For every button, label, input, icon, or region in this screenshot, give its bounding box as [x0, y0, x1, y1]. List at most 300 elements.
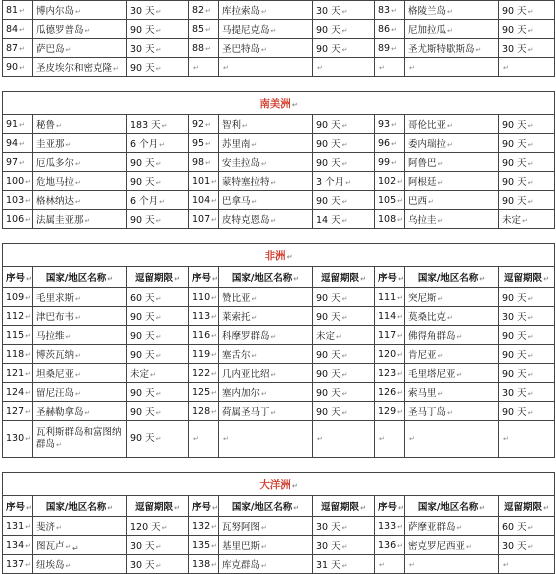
cell-end-mark: ↵ [19, 158, 25, 167]
cell-end-mark: ↵ [447, 409, 453, 417]
cell-stay [499, 421, 555, 458]
cell-end-mark: ↵ [159, 141, 165, 149]
cell-stay [127, 517, 189, 536]
cell-end-mark: ↵ [397, 293, 404, 302]
cell-no [3, 191, 33, 210]
cell-stay [127, 267, 189, 288]
cell-text: 瓦利斯群岛和富图纳群岛 [36, 427, 122, 450]
cell-end-mark: ↵ [409, 63, 415, 72]
cell-end-mark: ↵ [223, 435, 229, 443]
cell-text: 90 天 [130, 158, 155, 169]
cell-text: 格陵兰岛 [408, 6, 447, 17]
cell-name [33, 555, 127, 574]
table-row [3, 517, 555, 536]
cell-end-mark: ↵ [251, 314, 258, 322]
cell-text: 塞舌尔 [222, 350, 251, 361]
cell-no [375, 326, 405, 345]
cell-text: 国家/地区名称 [231, 273, 293, 284]
cell-end-mark: ↵ [25, 293, 32, 302]
cell-text: 87 [6, 42, 19, 54]
cell-end-mark: ↵ [391, 6, 397, 15]
cell-name [33, 39, 127, 58]
cell-no [375, 134, 405, 153]
cell-text: 90 天 [502, 331, 527, 342]
cell-end-mark: ↵ [270, 409, 277, 417]
cell-stay [499, 210, 555, 229]
cell-name [33, 115, 127, 134]
cell-stay [127, 210, 189, 229]
spacer-cell [3, 458, 555, 473]
cell-name [33, 1, 127, 20]
cell-no [375, 402, 405, 421]
cell-name [33, 20, 127, 39]
cell-name [219, 39, 313, 58]
cell-name [405, 326, 499, 345]
cell-text: 逗留期限 [135, 273, 174, 284]
cell-name [219, 496, 313, 517]
cell-stay [313, 536, 375, 555]
cell-end-mark: ↵ [211, 522, 218, 531]
cell-end-mark: ↵ [293, 504, 300, 512]
table-row [3, 345, 555, 364]
table-row [3, 402, 555, 421]
cell-text: 30 天 [502, 541, 527, 552]
cell-no [189, 517, 219, 536]
cell-end-mark: ↵ [155, 27, 162, 35]
cell-text: 肯尼亚 [408, 350, 437, 361]
cell-text: 30 天 [316, 522, 341, 533]
cell-text: 30 天 [502, 312, 527, 323]
cell-stay [499, 288, 555, 307]
cell-text: 库克群岛 [222, 560, 261, 571]
cell-name [219, 326, 313, 345]
cell-stay [313, 172, 375, 191]
cell-name [219, 1, 313, 20]
cell-text: 90 天 [502, 196, 527, 207]
cell-stay [313, 267, 375, 288]
cell-text: 81 [6, 4, 19, 16]
cell-text: 6 个月 [130, 139, 159, 150]
cell-end-mark: ↵ [25, 435, 32, 443]
cell-text: 圣赫勒拿岛 [36, 407, 84, 418]
cell-no [189, 345, 219, 364]
cell-end-mark: ↵ [437, 295, 444, 303]
cell-no [375, 536, 405, 555]
cell-end-mark: ↵ [341, 562, 348, 570]
cell-text: 90 天 [502, 350, 527, 361]
cell-end-mark: ↵ [503, 435, 509, 443]
cell-no [375, 39, 405, 58]
table-row [3, 1, 555, 20]
cell-text: 逗留期限 [504, 502, 543, 513]
cell-end-mark: ↵ [527, 198, 534, 206]
cell-end-mark: ↵ [291, 100, 298, 109]
cell-text: 30 天 [316, 6, 341, 17]
cell-text: 90 天 [130, 388, 155, 399]
cell-end-mark: ↵ [397, 312, 404, 321]
cell-text: 密克罗尼西亚 [408, 541, 466, 552]
cell-name [405, 172, 499, 191]
cell-name [33, 326, 127, 345]
footnote-mark: ↵ [72, 544, 79, 553]
cell-end-mark: ↵ [270, 27, 277, 35]
cell-text: 114 [378, 310, 397, 322]
cell-text: 图瓦卢 [36, 541, 65, 552]
cell-text: 90 天 [130, 312, 155, 323]
cell-text: 135 [192, 539, 211, 551]
cell-stay [313, 421, 375, 458]
cell-text: 突尼斯 [408, 293, 437, 304]
cell-stay [127, 20, 189, 39]
table-row [3, 421, 555, 458]
cell-name [219, 115, 313, 134]
cell-text: 序号 [378, 273, 398, 284]
cell-stay [313, 288, 375, 307]
cell-end-mark: ↵ [65, 46, 72, 54]
cell-text: 坦桑尼亚 [36, 369, 75, 380]
cell-end-mark: ↵ [527, 160, 534, 168]
cell-name [33, 345, 127, 364]
cell-text: 3 个月 [316, 177, 345, 188]
cell-no [3, 288, 33, 307]
cell-no [189, 496, 219, 517]
cell-end-mark: ↵ [261, 562, 267, 570]
cell-text: 92 [192, 118, 205, 130]
cell-end-mark: ↵ [75, 371, 81, 379]
cell-no [3, 496, 33, 517]
cell-text: 90 天 [502, 6, 527, 17]
cell-text: 90 天 [502, 293, 527, 304]
cell-end-mark: ↵ [84, 409, 91, 417]
cell-end-mark: ↵ [317, 435, 323, 443]
cell-end-mark: ↵ [341, 141, 348, 149]
cell-text: 14 天 [316, 215, 341, 226]
cell-end-mark: ↵ [479, 275, 486, 283]
cell-end-mark: ↵ [503, 63, 509, 72]
cell-name [33, 496, 127, 517]
cell-text: 98 [192, 156, 205, 168]
table-row [3, 288, 555, 307]
cell-end-mark: ↵ [527, 295, 534, 303]
cell-no [375, 153, 405, 172]
cell-end-mark: ↵ [397, 541, 404, 550]
cell-end-mark: ↵ [397, 388, 404, 397]
cell-name [219, 134, 313, 153]
cell-name [219, 267, 313, 288]
cell-text: 瓦努阿图 [222, 522, 261, 533]
section-south-america [3, 92, 555, 115]
cell-name [33, 307, 127, 326]
cell-text: 萨摩亚群岛 [408, 522, 456, 533]
cell-text: 124 [6, 386, 25, 398]
cell-text: 126 [378, 386, 397, 398]
cell-no [375, 210, 405, 229]
cell-end-mark: ↵ [25, 522, 32, 531]
cell-text: 科摩罗群岛 [222, 331, 270, 342]
cell-end-mark: ↵ [25, 312, 32, 321]
cell-text: 圣尤斯特歇斯岛 [408, 44, 475, 55]
cell-stay [313, 345, 375, 364]
cell-stay [499, 115, 555, 134]
cell-end-mark: ↵ [211, 312, 218, 321]
cell-text: 90 天 [130, 177, 155, 188]
cell-end-mark: ↵ [437, 160, 444, 168]
cell-end-mark: ↵ [75, 295, 81, 303]
cell-text: 圣马丁岛 [408, 407, 447, 418]
visa-free-table [2, 0, 555, 574]
cell-text: 莫桑比克 [408, 312, 447, 323]
cell-end-mark: ↵ [341, 409, 348, 417]
cell-name [405, 153, 499, 172]
cell-end-mark: ↵ [503, 560, 509, 569]
cell-no [3, 1, 33, 20]
cell-text: 阿鲁巴 [408, 158, 437, 169]
cell-end-mark: ↵ [155, 390, 162, 398]
cell-stay [313, 115, 375, 134]
cell-end-mark: ↵ [527, 8, 534, 16]
cell-stay [313, 210, 375, 229]
cell-end-mark: ↵ [261, 46, 267, 54]
cell-name [405, 421, 499, 458]
cell-no [189, 134, 219, 153]
cell-stay [313, 58, 375, 77]
cell-text: 90 天 [130, 215, 155, 226]
cell-end-mark: ↵ [522, 217, 528, 225]
cell-end-mark: ↵ [75, 198, 81, 206]
table-row [3, 536, 555, 555]
cell-text: 30 天 [130, 560, 155, 571]
cell-text: 112 [6, 310, 25, 322]
cell-end-mark: ↵ [19, 25, 25, 34]
cell-end-mark: ↵ [174, 504, 180, 512]
cell-end-mark: ↵ [211, 388, 218, 397]
cell-end-mark: ↵ [466, 543, 472, 551]
cell-end-mark: ↵ [174, 275, 180, 283]
cell-end-mark: ↵ [25, 541, 32, 550]
cell-name [405, 364, 499, 383]
cell-stay [499, 364, 555, 383]
cell-end-mark: ↵ [379, 435, 385, 443]
cell-end-mark: ↵ [379, 560, 385, 569]
cell-end-mark: ↵ [391, 139, 397, 148]
cell-end-mark: ↵ [336, 333, 342, 341]
cell-stay [499, 307, 555, 326]
cell-stay [127, 191, 189, 210]
cell-text: 90 天 [502, 407, 527, 418]
cell-no [189, 115, 219, 134]
cell-end-mark: ↵ [261, 543, 267, 551]
cell-end-mark: ↵ [527, 333, 534, 341]
cell-text: 90 天 [316, 158, 341, 169]
cell-text: 90 天 [130, 63, 155, 74]
cell-stay [313, 20, 375, 39]
cell-text: 毛里塔尼亚 [408, 369, 456, 380]
cell-text: 序号 [378, 502, 398, 513]
table-row [3, 383, 555, 402]
cell-no [3, 134, 33, 153]
cell-no [3, 267, 33, 288]
section-title [3, 473, 555, 496]
table-row [3, 20, 555, 39]
section-spacer [3, 458, 555, 473]
cell-text: 90 天 [502, 25, 527, 36]
cell-end-mark: ↵ [161, 524, 168, 532]
cell-end-mark: ↵ [75, 352, 81, 360]
cell-end-mark: ↵ [211, 369, 218, 378]
cell-stay [499, 267, 555, 288]
cell-end-mark: ↵ [291, 481, 298, 490]
cell-name [219, 58, 313, 77]
cell-end-mark: ↵ [447, 8, 453, 16]
cell-end-mark: ↵ [26, 275, 32, 283]
cell-stay [127, 555, 189, 574]
cell-end-mark: ↵ [211, 215, 218, 224]
cell-end-mark: ↵ [409, 435, 415, 443]
cell-stay [313, 307, 375, 326]
cell-no [375, 345, 405, 364]
cell-no [375, 307, 405, 326]
cell-text: 119 [192, 348, 211, 360]
cell-text: 90 天 [316, 120, 341, 131]
cell-end-mark: ↵ [155, 333, 162, 341]
table-row [3, 134, 555, 153]
cell-text: 90 天 [130, 331, 155, 342]
cell-name [219, 383, 313, 402]
cell-end-mark: ↵ [223, 63, 229, 72]
cell-text: 116 [192, 329, 211, 341]
cell-no [375, 191, 405, 210]
cell-end-mark: ↵ [543, 504, 549, 512]
cell-end-mark: ↵ [205, 25, 211, 34]
section-title-text: 南美洲 [259, 97, 291, 110]
cell-no [189, 288, 219, 307]
cell-end-mark: ↵ [397, 177, 404, 186]
cell-end-mark: ↵ [527, 314, 534, 322]
cell-text: 法属圭亚那 [36, 215, 84, 226]
cell-end-mark: ↵ [270, 371, 277, 379]
cell-end-mark: ↵ [341, 46, 348, 54]
cell-name [219, 172, 313, 191]
cell-text: 88 [192, 42, 205, 54]
cell-text: 智利 [222, 120, 242, 131]
cell-text: 90 天 [130, 350, 155, 361]
cell-end-mark: ↵ [56, 441, 62, 449]
cell-stay [499, 555, 555, 574]
cell-end-mark: ↵ [25, 215, 32, 224]
cell-name [33, 421, 127, 458]
section-africa [3, 244, 555, 267]
cell-end-mark: ↵ [261, 390, 267, 398]
cell-stay [313, 1, 375, 20]
cell-no [375, 267, 405, 288]
section-title [3, 92, 555, 115]
cell-name [405, 536, 499, 555]
cell-end-mark: ↵ [317, 63, 323, 72]
cell-stay [499, 383, 555, 402]
cell-text: 逗留期限 [135, 502, 174, 513]
cell-end-mark: ↵ [211, 331, 218, 340]
cell-text: 国家/地区名称 [45, 273, 107, 284]
cell-no [189, 1, 219, 20]
cell-name [33, 191, 127, 210]
cell-end-mark: ↵ [205, 120, 211, 129]
cell-text: 137 [6, 558, 25, 570]
cell-text: 蒙特塞拉特 [222, 177, 270, 188]
cell-end-mark: ↵ [527, 371, 534, 379]
cell-text: 6 个月 [130, 196, 159, 207]
cell-text: 序号 [192, 273, 212, 284]
cell-no [189, 153, 219, 172]
cell-end-mark: ↵ [205, 44, 211, 53]
cell-end-mark: ↵ [397, 331, 404, 340]
cell-text: 84 [6, 23, 19, 35]
cell-text: 104 [192, 194, 211, 206]
cell-end-mark: ↵ [107, 504, 114, 512]
cell-text: 30 天 [316, 541, 341, 552]
cell-text: 108 [378, 213, 397, 225]
cell-end-mark: ↵ [205, 158, 211, 167]
cell-end-mark: ↵ [286, 252, 293, 261]
cell-end-mark: ↵ [211, 177, 218, 186]
cell-no [3, 555, 33, 574]
cell-end-mark: ↵ [397, 369, 404, 378]
cell-end-mark: ↵ [155, 409, 162, 417]
cell-end-mark: ↵ [527, 141, 534, 149]
cell-end-mark: ↵ [75, 390, 81, 398]
cell-end-mark: ↵ [25, 196, 32, 205]
cell-text: 110 [192, 291, 211, 303]
cell-stay [499, 172, 555, 191]
cell-name [405, 191, 499, 210]
cell-text: 113 [192, 310, 211, 322]
cell-text: 马拉维 [36, 331, 65, 342]
cell-end-mark: ↵ [193, 435, 199, 443]
table-row [3, 39, 555, 58]
cell-stay [499, 496, 555, 517]
cell-end-mark: ↵ [211, 350, 218, 359]
cell-no [3, 364, 33, 383]
cell-no [3, 153, 33, 172]
cell-end-mark: ↵ [527, 122, 534, 130]
cell-no [375, 383, 405, 402]
cell-no [189, 210, 219, 229]
cell-name [219, 191, 313, 210]
cell-name [405, 210, 499, 229]
cell-end-mark: ↵ [56, 524, 62, 532]
cell-text: 83 [378, 4, 391, 16]
cell-text: 马提尼克岛 [222, 25, 270, 36]
cell-end-mark: ↵ [155, 314, 162, 322]
cell-no [3, 421, 33, 458]
cell-end-mark: ↵ [251, 295, 258, 303]
cell-text: 93 [378, 118, 391, 130]
cell-end-mark: ↵ [456, 524, 463, 532]
cell-text: 123 [378, 367, 397, 379]
cell-stay [127, 307, 189, 326]
cell-end-mark: ↵ [379, 63, 385, 72]
cell-name [405, 496, 499, 517]
cell-name [219, 153, 313, 172]
cell-end-mark: ↵ [527, 27, 534, 35]
cell-name [405, 383, 499, 402]
cell-stay [313, 134, 375, 153]
section-title-text: 大洋洲 [259, 478, 291, 491]
cell-text: 几内亚比绍 [222, 369, 270, 380]
cell-text: 危地马拉 [36, 177, 75, 188]
cell-no [189, 326, 219, 345]
cell-text: 103 [6, 194, 25, 206]
cell-end-mark: ↵ [341, 314, 348, 322]
